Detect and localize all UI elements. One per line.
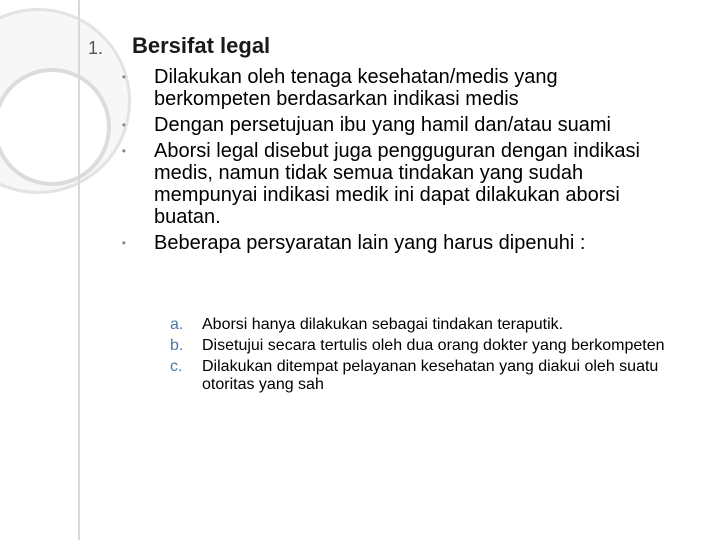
bullet-item [112,232,672,254]
bullet-text: Dilakukan oleh tenaga kesehatan/medis yang berkompeten berdasarkan indikasi medis [154,66,558,110]
bullet-list [112,66,672,258]
bullet-marker: • [121,144,126,158]
requirement-marker: b. [170,337,184,354]
requirement-marker: c. [170,358,183,375]
bullet-marker: • [121,236,126,250]
requirement-text: Dilakukan ditempat pelayanan kesehatan yang diakui oleh suatu otoritas yang sah [202,358,659,393]
bullet-text: Beberapa persyaratan lain yang harus dipenuhi : [154,232,586,254]
bullet-marker: • [121,70,126,84]
bullet-text: Aborsi legal disebut juga pengguguran dengan indikasi medis, namun tidak semua tindakan yang sudah mempunyai indikasi medik ini dapat dilakukan aborsi buatan. [154,140,640,228]
requirement-item [170,358,680,394]
requirement-list [170,316,680,397]
bullet-item [112,114,672,136]
bullet-item [112,140,672,228]
requirement-text: Aborsi hanya dilakukan sebagai tindakan teraputik. [202,316,564,333]
bullet-text: Dengan persetujuan ibu yang hamil dan/atau suami [154,114,611,136]
requirement-item [170,316,680,334]
requirement-marker: a. [170,316,184,333]
section-title: Bersifat legal [132,33,271,58]
section-number: 1. [88,38,104,58]
requirement-item [170,337,680,355]
bullet-item [112,66,672,110]
bullet-marker: • [121,118,126,132]
requirement-text: Disetujui secara tertulis oleh dua orang dokter yang berkompeten [202,337,665,354]
